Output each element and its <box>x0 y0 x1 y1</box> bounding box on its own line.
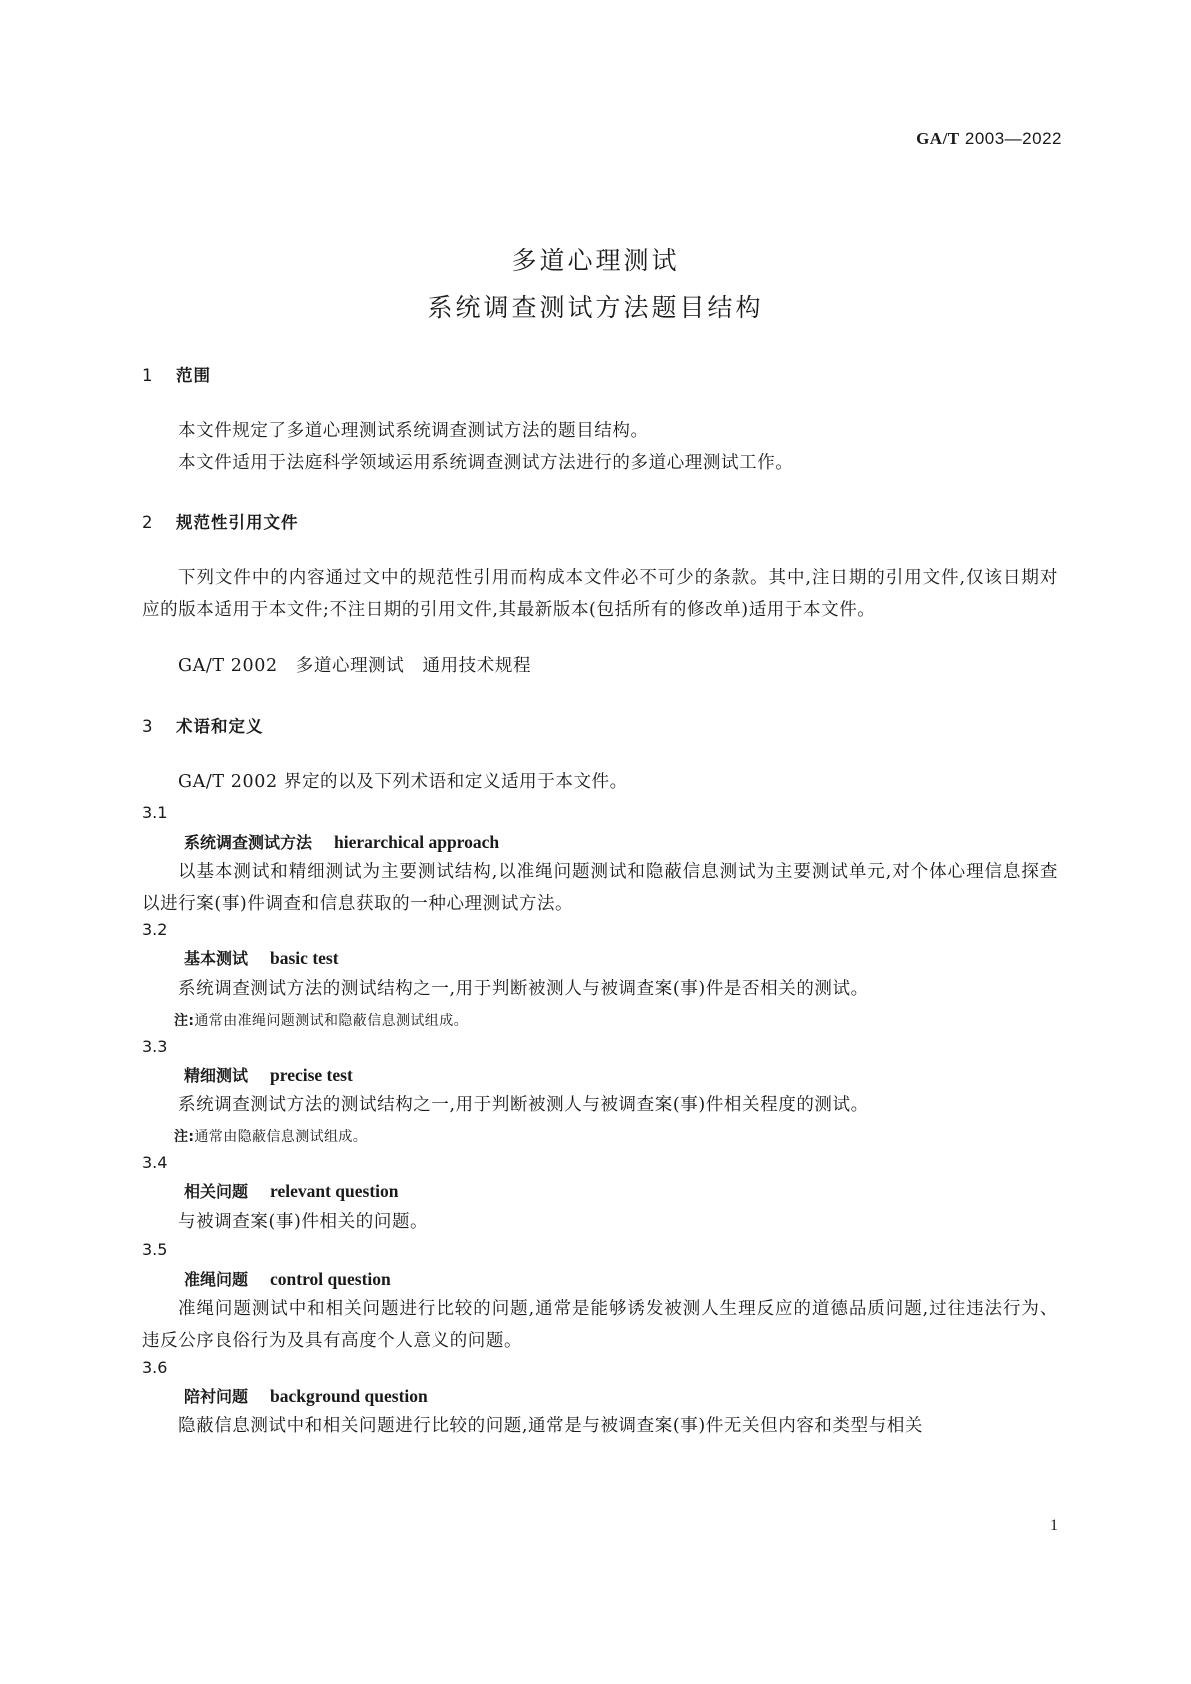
section-2-heading <box>142 509 299 533</box>
normative-reference: GA/T 2002 多道心理测试 通用技术规程 <box>178 656 532 676</box>
term-number: 3.2 <box>142 920 168 939</box>
term-definition: 隐蔽信息测试中和相关问题进行比较的问题,通常是与被调查案(事)件无关但内容和类型与相关 <box>178 1416 924 1436</box>
term-number: 3.6 <box>142 1358 168 1377</box>
section-number: 2 <box>142 513 154 532</box>
term-chinese: 精细测试 <box>184 1066 249 1085</box>
page-number: 1 <box>1050 1517 1058 1534</box>
term-number: 3.5 <box>142 1240 168 1259</box>
term-english: hierarchical approach <box>334 832 500 852</box>
term-definition: 系统调查测试方法的测试结构之一,用于判断被测人与被调查案(事)件是否相关的测试。 <box>178 979 869 999</box>
note-text: 通常由隐蔽信息测试组成。 <box>194 1129 368 1145</box>
term-heading <box>184 1267 391 1290</box>
term-english: relevant question <box>270 1181 399 1201</box>
section-title: 术语和定义 <box>176 717 264 736</box>
section-1-paragraph-2: 本文件适用于法庭科学领域运用系统调查测试方法进行的多道心理测试工作。 <box>178 453 794 473</box>
document-title-line2: 系统调查测试方法题目结构 <box>427 293 764 322</box>
section-title: 规范性引用文件 <box>176 513 299 532</box>
document-title-line1: 多道心理测试 <box>511 246 680 275</box>
term-definition: 以基本测试和精细测试为主要测试结构,以准绳问题测试和隐蔽信息测试为主要测试单元,对个体心理信息探查以进行案(事)件调查和信息获取的一种心理测试方法。 <box>142 862 1058 914</box>
section-3-intro: GA/T 2002 界定的以及下列术语和定义适用于本文件。 <box>178 772 628 792</box>
note-label: 注: <box>174 1129 195 1145</box>
term-heading <box>184 1179 399 1202</box>
term-chinese: 系统调查测试方法 <box>184 833 313 852</box>
term-definition: 系统调查测试方法的测试结构之一,用于判断被测人与被调查案(事)件相关程度的测试。 <box>178 1095 869 1115</box>
term-definition: 与被调查案(事)件相关的问题。 <box>178 1212 429 1232</box>
term-heading <box>184 1384 428 1407</box>
note-label: 注: <box>174 1013 195 1029</box>
term-english: precise test <box>270 1065 353 1085</box>
note-text: 通常由准绳问题测试和隐蔽信息测试组成。 <box>194 1013 469 1029</box>
standard-code <box>916 129 1062 149</box>
section-1-heading <box>142 362 211 386</box>
term-definition: 准绳问题测试中和相关问题进行比较的问题,通常是能够诱发被测人生理反应的道德品质问题,过往违法行为、违反公序良俗行为及具有高度个人意义的问题。 <box>142 1299 1058 1351</box>
term-english: basic test <box>270 948 339 968</box>
term-english: background question <box>270 1386 428 1406</box>
term-note <box>174 1126 367 1146</box>
standard-code-prefix: GA/T <box>916 129 960 148</box>
term-chinese: 基本测试 <box>184 949 249 968</box>
term-chinese: 准绳问题 <box>184 1270 249 1289</box>
term-note <box>174 1010 468 1030</box>
section-number: 1 <box>142 366 154 385</box>
term-number: 3.4 <box>142 1153 168 1172</box>
section-3-heading <box>142 713 264 737</box>
term-chinese: 相关问题 <box>184 1182 249 1201</box>
term-heading <box>184 946 339 969</box>
term-number: 3.3 <box>142 1037 168 1056</box>
section-2-paragraph: 下列文件中的内容通过文中的规范性引用而构成本文件必不可少的条款。其中,注日期的引用文件,仅该日期对应的版本适用于本文件;不注日期的引用文件,其最新版本(包括所有的修改单)适用于本文件。 <box>142 568 1058 620</box>
section-1-paragraph-1: 本文件规定了多道心理测试系统调查测试方法的题目结构。 <box>178 421 649 441</box>
term-chinese: 陪衬问题 <box>184 1387 249 1406</box>
term-heading <box>184 1063 353 1086</box>
term-english: control question <box>270 1269 391 1289</box>
section-number: 3 <box>142 717 154 736</box>
term-heading <box>184 830 499 853</box>
standard-code-number: 2003—2022 <box>964 129 1062 148</box>
term-number: 3.1 <box>142 803 168 822</box>
section-title: 范围 <box>176 366 211 385</box>
